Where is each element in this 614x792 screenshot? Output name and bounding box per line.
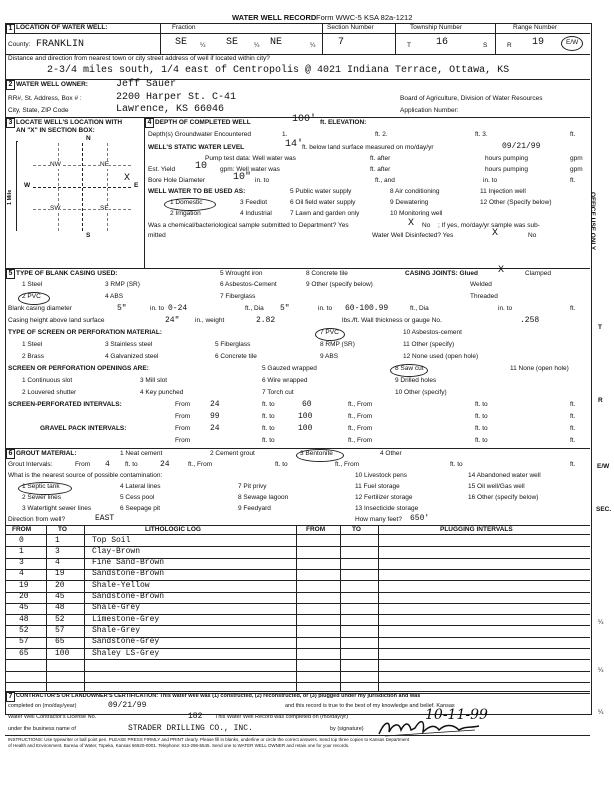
log-to[interactable]: 65	[55, 637, 65, 647]
log-lithology[interactable]: Limestone-Grey	[92, 614, 160, 624]
record-date-handwritten: 10-11-99	[425, 707, 488, 723]
log-row-divider	[5, 682, 590, 683]
address-label: RR#, St. Address, Box # :	[8, 95, 82, 102]
log-to[interactable]: 48	[55, 603, 65, 613]
well-location-mark[interactable]: X	[124, 173, 131, 184]
casing-depth-1[interactable]: 0-24	[168, 304, 188, 313]
log-header-plug-to: TO	[352, 526, 361, 533]
range-direction: E/W	[566, 39, 579, 46]
county-value[interactable]: FRANKLIN	[36, 39, 85, 50]
gravel-interval-from[interactable]: 24	[210, 424, 220, 433]
township-label: Township Number	[410, 24, 463, 31]
section-number-2: 2	[6, 80, 15, 90]
section-number-6: 6	[6, 449, 15, 459]
grout-from[interactable]: 4	[105, 460, 110, 469]
log-header-lithologic: LITHOLOGIC LOG	[145, 526, 201, 533]
contamination-direction[interactable]: EAST	[95, 514, 115, 523]
township-value[interactable]: 16	[436, 37, 449, 48]
depth-value[interactable]: 100'	[292, 114, 317, 125]
screen-interval-2-from[interactable]: 99	[210, 412, 220, 421]
depth-label: DEPTH OF COMPLETED WELL	[155, 119, 251, 126]
ksa-reference: KSA 82a-1212	[364, 13, 413, 22]
log-to[interactable]: 45	[55, 592, 65, 601]
log-lithology[interactable]: Shaley LS-Grey	[92, 648, 160, 658]
screen-interval-2-to[interactable]: 100	[298, 412, 313, 421]
owner-address[interactable]: 2200 Harper St. C-41	[116, 92, 237, 103]
static-level-value[interactable]: 14'	[285, 139, 304, 150]
range-label: Range Number	[513, 24, 558, 31]
form-title: WATER WELL RECORD	[232, 13, 317, 22]
log-to[interactable]: 19	[55, 569, 65, 579]
office-use-label: OFFICE USE ONLY	[589, 192, 596, 251]
section-number-1: 1	[6, 24, 15, 34]
static-date[interactable]: 09/21/99	[502, 142, 541, 151]
section-number-value[interactable]: 7	[338, 37, 345, 48]
log-header-to: TO	[58, 526, 67, 533]
locate-heading: LOCATE WELL'S LOCATION WITH	[16, 119, 123, 126]
fraction-3[interactable]: NE	[270, 37, 283, 48]
application-number: Application Number:	[400, 107, 459, 114]
section-number-3: 3	[6, 118, 15, 128]
city-label: City, State, ZIP Code	[8, 107, 69, 114]
wall-thickness[interactable]: .258	[520, 316, 540, 325]
log-from[interactable]: 65	[19, 648, 29, 658]
log-from[interactable]: 52	[19, 625, 29, 635]
log-header-plug-from: FROM	[306, 526, 326, 533]
completed-date[interactable]: 09/21/99	[108, 701, 147, 710]
business-name[interactable]: STRADER DRILLING CO., INC.	[128, 724, 253, 733]
locate-subheading: AN "X" IN SECTION BOX:	[16, 127, 95, 134]
log-from[interactable]: 19	[19, 580, 29, 590]
log-from[interactable]: 20	[19, 592, 29, 601]
log-lithology[interactable]: Shale-Grey	[92, 603, 141, 613]
log-lithology[interactable]: Shale-Grey	[92, 625, 141, 635]
log-to[interactable]: 52	[55, 614, 65, 624]
log-lithology[interactable]: Sandstone-Brown	[92, 569, 165, 579]
owner-city[interactable]: Lawrence, KS 66046	[116, 104, 225, 115]
location-heading: LOCATION OF WATER WELL:	[16, 24, 108, 31]
casing-height[interactable]: 24"	[165, 316, 180, 325]
log-lithology[interactable]: Top Soil	[92, 535, 131, 545]
section-number-label: Section Number	[327, 24, 374, 31]
distance-value[interactable]: 2-3/4 miles south, 1/4 east of Centropolis @ 4021 Indiana Terrace, Ottawa, KS	[47, 65, 510, 76]
log-to[interactable]: 4	[55, 558, 60, 568]
screen-interval-1-to[interactable]: 60	[302, 400, 312, 409]
log-from[interactable]: 0	[19, 535, 24, 545]
owner-heading: WATER WELL OWNER:	[16, 81, 88, 88]
log-lithology[interactable]: Clay-Brown	[92, 546, 141, 556]
casing-depth-2[interactable]: 60-100.99	[345, 304, 389, 313]
log-from[interactable]: 4	[19, 569, 24, 579]
log-from[interactable]: 48	[19, 614, 29, 624]
casing-diameter[interactable]: 5"	[117, 304, 127, 313]
contamination-distance[interactable]: 650'	[410, 514, 430, 523]
log-header-from: FROM	[12, 526, 32, 533]
log-to[interactable]: 1	[55, 535, 60, 545]
log-to[interactable]: 3	[55, 546, 60, 556]
fraction-2[interactable]: SE	[226, 37, 239, 48]
log-from[interactable]: 3	[19, 558, 24, 568]
bore-diameter-value[interactable]: 10"	[233, 172, 252, 183]
section-number-5: 5	[6, 269, 15, 279]
fraction-1[interactable]: SE	[175, 37, 188, 48]
county-label: County:	[8, 41, 31, 48]
section-number-7: 7	[6, 692, 15, 702]
log-to[interactable]: 100	[55, 648, 70, 658]
fraction-label: Fraction	[172, 24, 196, 31]
certification-text: CONTRACTOR'S OR LANDOWNER'S CERTIFICATION: This water well was (1) constructed, (2) reconstructed, or (3) plugged under my jurisdiction and was	[16, 693, 421, 699]
log-row-divider	[5, 659, 590, 660]
casing-weight[interactable]: 2.82	[256, 316, 276, 325]
log-to[interactable]: 20	[55, 580, 65, 590]
log-lithology[interactable]: Sandstone-Grey	[92, 637, 160, 647]
mile-scale	[16, 141, 17, 231]
casing-diameter-2[interactable]: 5"	[280, 304, 290, 313]
mile-label: 1 Mile	[7, 189, 13, 205]
form-number: Form WWC-5	[316, 13, 362, 22]
grout-to[interactable]: 24	[160, 460, 170, 469]
log-from[interactable]: 45	[19, 603, 29, 613]
log-lithology[interactable]: Sandstone-Brown	[92, 592, 165, 601]
section-number-4: 4	[145, 118, 154, 128]
board-label: Board of Agriculture, Division of Water Resources	[400, 95, 543, 102]
log-row-divider	[5, 671, 590, 672]
log-lithology[interactable]: Shale-Yellow	[92, 580, 150, 590]
log-from[interactable]: 57	[19, 637, 29, 647]
log-to[interactable]: 57	[55, 625, 65, 635]
log-lithology[interactable]: Fine Sand-Brown	[92, 558, 165, 568]
log-from[interactable]: 1	[19, 546, 24, 556]
distance-label: Distance and direction from nearest town or city street address of well if located within city?	[8, 55, 270, 62]
owner-name[interactable]: Jeff Sauer	[116, 79, 177, 90]
est-yield-value[interactable]: 10	[195, 161, 208, 172]
gravel-interval-to[interactable]: 100	[298, 424, 313, 433]
range-value[interactable]: 19	[532, 37, 545, 48]
license-number[interactable]: 182	[188, 712, 203, 721]
screen-interval-1-from[interactable]: 24	[210, 400, 220, 409]
log-header-plugging: PLUGGING INTERVALS	[440, 526, 513, 533]
